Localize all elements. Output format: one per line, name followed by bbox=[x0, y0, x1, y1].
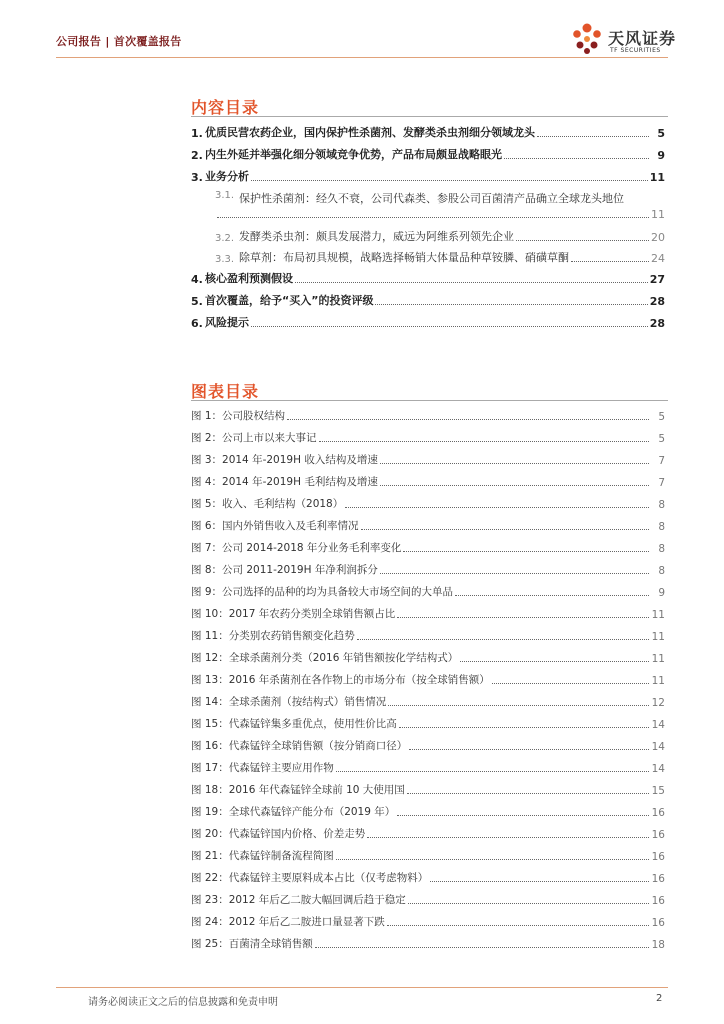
toc-item-4[interactable] bbox=[191, 270, 665, 286]
figure-item[interactable] bbox=[191, 914, 665, 929]
figure-item-label: 图 15：代森锰锌集多重优点，使用性价比高 bbox=[191, 718, 397, 730]
toc-item-number: 1. bbox=[191, 127, 203, 140]
leader-dots bbox=[380, 485, 649, 486]
figure-item-page: 16 bbox=[651, 895, 665, 907]
figure-item-page: 11 bbox=[651, 653, 665, 665]
figure-item[interactable] bbox=[191, 672, 665, 687]
figure-item-label: 图 13：2016 年杀菌剂在各作物上的市场分布（按全球销售额） bbox=[191, 674, 490, 686]
leader-dots bbox=[380, 573, 649, 574]
figure-item-page: 7 bbox=[658, 477, 665, 489]
figure-item-page: 9 bbox=[658, 587, 665, 599]
toc-subitem-3-3[interactable] bbox=[215, 247, 665, 265]
figure-item-label: 图 16：代森锰锌全球销售额（按分销商口径） bbox=[191, 740, 408, 752]
figure-item-page: 14 bbox=[651, 741, 665, 753]
figure-item[interactable] bbox=[191, 694, 665, 709]
leader-dots bbox=[375, 304, 647, 305]
toc-item-text: 风险提示 bbox=[205, 316, 249, 329]
toc-item-page: 5 bbox=[657, 127, 665, 140]
toc-subitem-page: 11 bbox=[651, 208, 665, 221]
footer-divider bbox=[56, 987, 668, 988]
toc-item-page: 11 bbox=[649, 171, 665, 184]
brand-name-en: TF SECURITIES bbox=[610, 47, 661, 54]
leader-dots bbox=[345, 507, 649, 508]
figure-item-page: 16 bbox=[651, 807, 665, 819]
leader-dots bbox=[537, 136, 649, 137]
leader-dots bbox=[315, 947, 649, 948]
figure-item[interactable] bbox=[191, 496, 665, 511]
toc-subitem-3-1[interactable] bbox=[215, 190, 665, 221]
figure-item-page: 16 bbox=[651, 917, 665, 929]
header-divider bbox=[56, 57, 668, 58]
leader-dots bbox=[397, 617, 649, 618]
figure-item-page: 11 bbox=[651, 631, 665, 643]
figure-item-page: 5 bbox=[658, 411, 665, 423]
figure-item-label: 图 3：2014 年-2019H 收入结构及增速 bbox=[191, 454, 378, 466]
brand-logo bbox=[568, 20, 678, 60]
figure-item[interactable] bbox=[191, 892, 665, 907]
figure-item-label: 图 11：分类别农药销售额变化趋势 bbox=[191, 630, 355, 642]
toc-item-1[interactable] bbox=[191, 124, 665, 140]
figure-item[interactable] bbox=[191, 870, 665, 885]
leader-dots bbox=[319, 441, 649, 442]
flower-logo-icon bbox=[568, 20, 606, 58]
figure-item-page: 5 bbox=[658, 433, 665, 445]
toc-subitem-text: 保护性杀菌剂：经久不衰，公司代森类、参股公司百菌清产品确立全球龙头地位 bbox=[239, 192, 624, 205]
figure-item-label: 图 23：2012 年后乙二胺大幅回调后趋于稳定 bbox=[191, 894, 406, 906]
figure-item-page: 12 bbox=[651, 697, 665, 709]
figure-item-label: 图 17：代森锰锌主要应用作物 bbox=[191, 762, 334, 774]
leader-dots bbox=[388, 705, 649, 706]
figure-item-page: 7 bbox=[658, 455, 665, 467]
leader-dots bbox=[516, 240, 649, 241]
toc-item-text: 内生外延并举强化细分领域竞争优势，产品布局颇显战略眼光 bbox=[205, 148, 502, 161]
toc-item-5[interactable] bbox=[191, 292, 665, 308]
toc-item-text: 业务分析 bbox=[205, 170, 249, 183]
figure-item-label: 图 8：公司 2011-2019H 年净利润拆分 bbox=[191, 564, 378, 576]
figure-item[interactable] bbox=[191, 452, 665, 467]
figure-item[interactable] bbox=[191, 936, 665, 951]
leader-dots bbox=[403, 551, 649, 552]
toc-item-3[interactable] bbox=[191, 168, 665, 184]
leader-dots bbox=[295, 282, 648, 283]
leader-dots bbox=[399, 727, 649, 728]
toc-item-number: 6. bbox=[191, 317, 203, 330]
figure-item-page: 11 bbox=[651, 609, 665, 621]
leader-dots bbox=[408, 903, 649, 904]
figure-item[interactable] bbox=[191, 826, 665, 841]
figure-item[interactable] bbox=[191, 738, 665, 753]
leader-dots bbox=[460, 661, 649, 662]
figure-item-page: 8 bbox=[658, 565, 665, 577]
figure-item-page: 14 bbox=[651, 719, 665, 731]
toc-subitem-page: 24 bbox=[651, 252, 665, 265]
figure-item[interactable] bbox=[191, 518, 665, 533]
toc-item-6[interactable] bbox=[191, 314, 665, 330]
figure-item-page: 16 bbox=[651, 873, 665, 885]
figure-item-page: 8 bbox=[658, 499, 665, 511]
leader-dots bbox=[357, 639, 649, 640]
leader-dots bbox=[251, 180, 648, 181]
figure-item[interactable] bbox=[191, 408, 665, 423]
figure-item-page: 15 bbox=[651, 785, 665, 797]
figure-item-label: 图 25：百菌清全球销售额 bbox=[191, 938, 313, 950]
figure-item-page: 8 bbox=[658, 521, 665, 533]
figure-item[interactable] bbox=[191, 606, 665, 621]
figure-item[interactable] bbox=[191, 430, 665, 445]
toc-title: 内容目录 bbox=[191, 98, 260, 117]
figure-item[interactable] bbox=[191, 716, 665, 731]
brand-name-cn: 天风证券 bbox=[608, 29, 677, 48]
toc-item-text: 优质民营农药企业，国内保护性杀菌剂、发酵类杀虫剂细分领域龙头 bbox=[205, 126, 535, 139]
figures-title-rule bbox=[191, 400, 668, 401]
figure-item[interactable] bbox=[191, 804, 665, 819]
toc-item-2[interactable] bbox=[191, 146, 665, 162]
leader-dots bbox=[251, 326, 648, 327]
toc-subitem-text: 发酵类杀虫剂：颇具发展潜力，威远为阿维系列领先企业 bbox=[239, 230, 514, 243]
figure-item-label: 图 18：2016 年代森锰锌全球前 10 大使用国 bbox=[191, 784, 405, 796]
toc-subitem-number: 3.2. bbox=[215, 233, 235, 244]
toc-subitem-number: 3.3. bbox=[215, 254, 235, 265]
toc-subitem-3-2[interactable] bbox=[215, 226, 665, 244]
figure-item-label: 图 21：代森锰锌制备流程简图 bbox=[191, 850, 334, 862]
figure-item-label: 图 9：公司选择的品种的均为具备较大市场空间的大单品 bbox=[191, 586, 454, 598]
figure-item-page: 8 bbox=[658, 543, 665, 555]
figure-item-label: 图 4：2014 年-2019H 毛利结构及增速 bbox=[191, 476, 378, 488]
figure-item[interactable] bbox=[191, 848, 665, 863]
leader-dots bbox=[492, 683, 649, 684]
figure-item[interactable] bbox=[191, 782, 665, 797]
toc-item-page: 9 bbox=[657, 149, 665, 162]
figure-item[interactable] bbox=[191, 650, 665, 665]
leader-dots bbox=[380, 463, 649, 464]
figure-item[interactable] bbox=[191, 540, 665, 555]
toc-item-text: 首次覆盖，给予“买入”的投资评级 bbox=[205, 294, 374, 307]
figure-item-label: 图 7：公司 2014-2018 年分业务毛利率变化 bbox=[191, 542, 402, 554]
figure-item[interactable] bbox=[191, 760, 665, 775]
leader-dots bbox=[336, 771, 649, 772]
footer-disclaimer[interactable]: 请务必阅读正文之后的信息披露和免责申明 bbox=[88, 997, 278, 1008]
leader-dots bbox=[430, 881, 649, 882]
figure-item-label: 图 22：代森锰锌主要原料成本占比（仅考虑物料） bbox=[191, 872, 429, 884]
leader-dots bbox=[397, 815, 649, 816]
figure-item-page: 18 bbox=[651, 939, 665, 951]
figure-item-label: 图 10：2017 年农药分类别全球销售额占比 bbox=[191, 608, 396, 620]
figure-item[interactable] bbox=[191, 562, 665, 577]
leader-dots bbox=[367, 837, 649, 838]
figure-item-label: 图 5：收入、毛利结构（2018） bbox=[191, 498, 344, 510]
leader-dots bbox=[287, 419, 649, 420]
figure-item-page: 16 bbox=[651, 851, 665, 863]
figure-item-page: 14 bbox=[651, 763, 665, 775]
toc-item-number: 5. bbox=[191, 295, 203, 308]
figure-item-label: 图 19：全球代森锰锌产能分布（2019 年） bbox=[191, 806, 396, 818]
toc-item-number: 3. bbox=[191, 171, 203, 184]
leader-dots bbox=[504, 158, 649, 159]
figure-item[interactable] bbox=[191, 584, 665, 599]
leader-dots bbox=[387, 925, 649, 926]
toc-item-text: 核心盈利预测假设 bbox=[205, 272, 293, 285]
toc-item-number: 4. bbox=[191, 273, 203, 286]
figure-item[interactable] bbox=[191, 628, 665, 643]
toc-item-page: 28 bbox=[649, 295, 665, 308]
leader-dots bbox=[571, 261, 649, 262]
report-type-header: 公司报告 | 首次覆盖报告 bbox=[56, 35, 182, 48]
toc-subitem-number: 3.1. bbox=[215, 190, 235, 201]
leader-dots bbox=[361, 529, 649, 530]
leader-dots bbox=[407, 793, 649, 794]
figures-title: 图表目录 bbox=[191, 382, 260, 401]
toc-title-rule bbox=[191, 116, 668, 117]
figure-item-label: 图 1：公司股权结构 bbox=[191, 410, 286, 422]
figure-item-label: 图 6：国内外销售收入及毛利率情况 bbox=[191, 520, 359, 532]
toc-item-page: 27 bbox=[649, 273, 665, 286]
figure-item-label: 图 24：2012 年后乙二胺进口量显著下跌 bbox=[191, 916, 385, 928]
figure-item-label: 图 12：全球杀菌剂分类（2016 年销售额按化学结构式） bbox=[191, 652, 459, 664]
figure-item[interactable] bbox=[191, 474, 665, 489]
figure-item-label: 图 14：全球杀菌剂（按结构式）销售情况 bbox=[191, 696, 387, 708]
leader-dots bbox=[409, 749, 649, 750]
toc-item-number: 2. bbox=[191, 149, 203, 162]
figure-item-label: 图 20：代森锰锌国内价格、价差走势 bbox=[191, 828, 366, 840]
toc-item-page: 28 bbox=[649, 317, 665, 330]
leader-dots bbox=[336, 859, 649, 860]
toc-subitem-page: 20 bbox=[651, 231, 665, 244]
figure-item-label: 图 2：公司上市以来大事记 bbox=[191, 432, 317, 444]
leader-dots bbox=[217, 217, 649, 218]
toc-subitem-text: 除草剂：布局初具规模，战略选择畅销大体量品种草铵膦、硝磺草酮 bbox=[239, 251, 569, 264]
figure-item-page: 11 bbox=[651, 675, 665, 687]
page-number: 2 bbox=[656, 993, 663, 1004]
figure-item-page: 16 bbox=[651, 829, 665, 841]
leader-dots bbox=[455, 595, 649, 596]
